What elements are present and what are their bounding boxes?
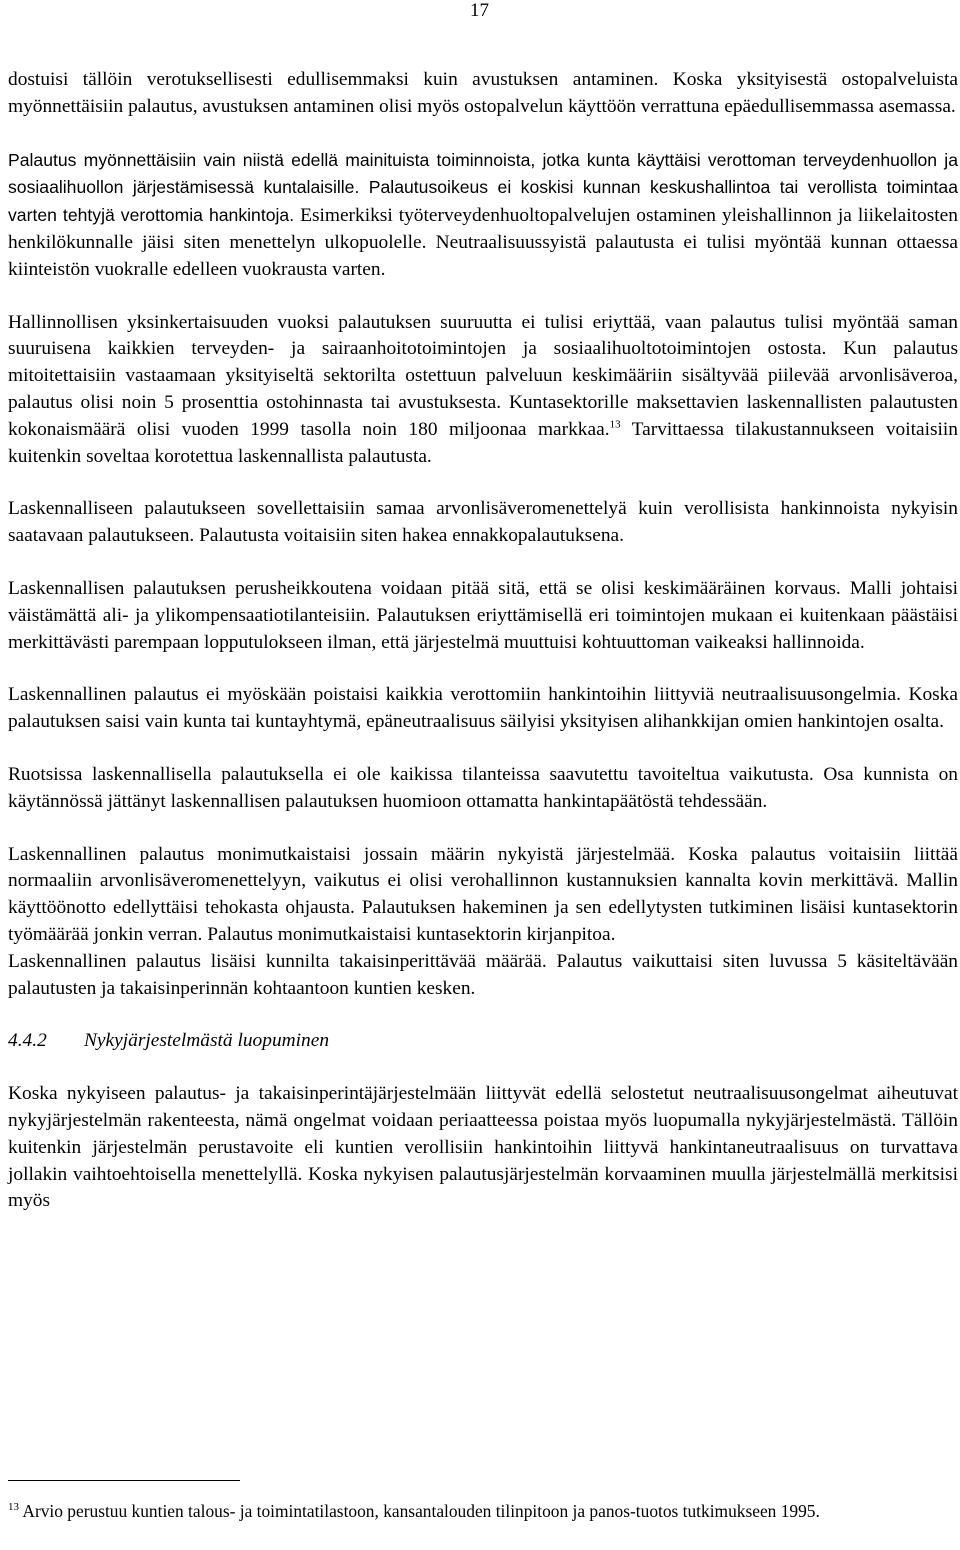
paragraph-2-text: Esimerkiksi työterveydenhuoltopalvelujen ostaminen yleishallinnon ja liikelaitosten henkilökunnalle jäisi siten menettelyn ulkopuolelle. Neutraalisuussyistä palautusta ei tulisi myöntää kunnan ottaessa kiinteistön vuokralle edelleen vuokrausta varten.	[8, 205, 958, 280]
paragraph-2-sans-text: Palautus myönnettäisiin vain niistä edellä mainituista toiminnoista, jotka kunta käyttäisi verottoman terveydenhuollon ja sosiaalihuollon järjestämisessä kuntalaisille. Palautusoikeus ei koskisi kunnan keskushallintoa tai verollista toimintaa varten tehtyjä verottomia hankintoja.	[8, 149, 958, 226]
footnote-number: 13	[8, 1501, 19, 1514]
paragraph-3-text-a: Hallinnollisen yksinkertaisuuden vuoksi palautuksen suuruutta ei tulisi eriyttää, vaan palautus tulisi myöntää saman suuruisena kaikkien terveyden- ja sairaanhoitotoimintojen ja sosiaalihuoltotoimintojen ostosta. Kun palautus mitoitettaisiin vastaamaan yksityiseltä sektorilta ostettuun palveluun keskimääriin sisältyvää piilevää arvonlisäveroa, palautus olisi noin 5 prosenttia ostohinnasta tai avustuksesta. Kuntasektorille maksettavien laskennallisten palautusten kokonaismäärä olisi vuoden 1999 tasolla noin 180 miljoonaa markkaa.	[8, 311, 958, 440]
paragraph-2	[8, 147, 958, 284]
section-heading	[8, 1028, 958, 1055]
section-paragraph: Koska nykyiseen palautus- ja takaisinperintäjärjestelmään liittyvät edellä selostetut neutraalisuusongelmat aiheutuvat nykyjärjestelmän rakenteesta, nämä ongelmat voidaan periaatteessa poistaa myös luopumalla nykyjärjestelmästä. Tällöin kuitenkin järjestelmän perustavoite eli kuntien verollisiin hankintoihin liittyvä hankintaneutraalisuus on turvattava jollakin vaihtoehtoisella menettelyllä. Koska nykyisen palautusjärjestelmän korvaaminen muulla järjestelmällä merkitsisi myös	[8, 1083, 958, 1212]
paragraph-4: Laskennalliseen palautukseen sovellettaisiin samaa arvonlisäveromenettelyä kuin verollisista hankinnoista nykyisin saatavaan palautukseen. Palautusta voitaisiin siten hakea ennakkopalautuksena.	[8, 498, 958, 547]
footnote-divider	[8, 1480, 240, 1481]
paragraph-1: dostuisi tällöin verotuksellisesti edullisemmaksi kuin avustuksen antaminen. Koska yksityisestä ostopalveluista myönnettäisiin palautus, avustuksen antaminen olisi myös ostopalvelun käyttöön verrattuna epäedullisemmassa asemassa.	[8, 69, 958, 117]
paragraph-7: Ruotsissa laskennallisella palautuksella ei ole kaikissa tilanteissa saavutettu tavoiteltua vaikutusta. Osa kunnista on käytännössä jättänyt laskennallisen palautuksen huomioon ottamatta hankintapäätöstä tehdessään.	[8, 763, 958, 812]
paragraph-9: Laskennallinen palautus lisäisi kunnilta takaisinperittävää määrää. Palautus vaikuttaisi siten luvussa 5 käsiteltävään palautusten ja takaisinperinnän kohtaantoon kuntien kesken.	[8, 950, 958, 999]
footnote-reference: 13	[609, 418, 621, 431]
paragraph-6: Laskennallinen palautus ei myöskään poistaisi kaikkia verottomiin hankintoihin liittyviä neutraalisuusongelmia. Koska palautuksen saisi vain kunta tai kuntayhtymä, epäneutraalisuus säilyisi yksityisen alihankkijan omien hankintojen osalta.	[8, 684, 958, 733]
paragraph-5: Laskennallisen palautuksen perusheikkoutena voidaan pitää sitä, että se olisi keskimääräinen korvaus. Malli johtaisi väistämättä ali- ja ylikompensaatiotilanteisiin. Palautuksen eriyttämisellä eri toimintojen mukaan ei kuitenkaan päästäisi merkittävästi parempaan lopputulokseen ilman, että järjestelmä muuttuisi kohtuuttoman vaikeaksi hallinnoida.	[8, 577, 958, 653]
paragraph-3	[8, 310, 958, 471]
footnote-text: Arvio perustuu kuntien talous- ja toimintatilastoon, kansantalouden tilinpitoon ja panos-tuotos tutkimukseen 1995.	[19, 1501, 820, 1521]
footnote	[8, 1498, 938, 1524]
paragraph-3-text-b: Tarvittaessa tilakustannukseen voitaisiin kuitenkin soveltaa korotettua laskennallista palautusta.	[8, 418, 958, 467]
page-number: 17	[470, 0, 489, 21]
document-body	[8, 67, 958, 1215]
section-title: Nykyjärjestelmästä luopuminen	[84, 1030, 330, 1052]
section-number: 4.4.2	[8, 1030, 47, 1052]
paragraph-8: Laskennallinen palautus monimutkaistaisi jossain määrin nykyistä järjestelmää. Koska palautus voitaisiin liittää normaaliin arvonlisäveromenettelyyn, vaikutus ei olisi verohallinnon kustannuksien kannalta kovin merkittävä. Mallin käyttöönotto edellyttäisi tehokasta ohjausta. Palautuksen hakeminen ja sen edellytysten tutkiminen lisäisi kuntasektorin työmäärää jonkin verran. Palautus monimutkaistaisi kuntasektorin kirjanpitoa.	[8, 843, 958, 945]
